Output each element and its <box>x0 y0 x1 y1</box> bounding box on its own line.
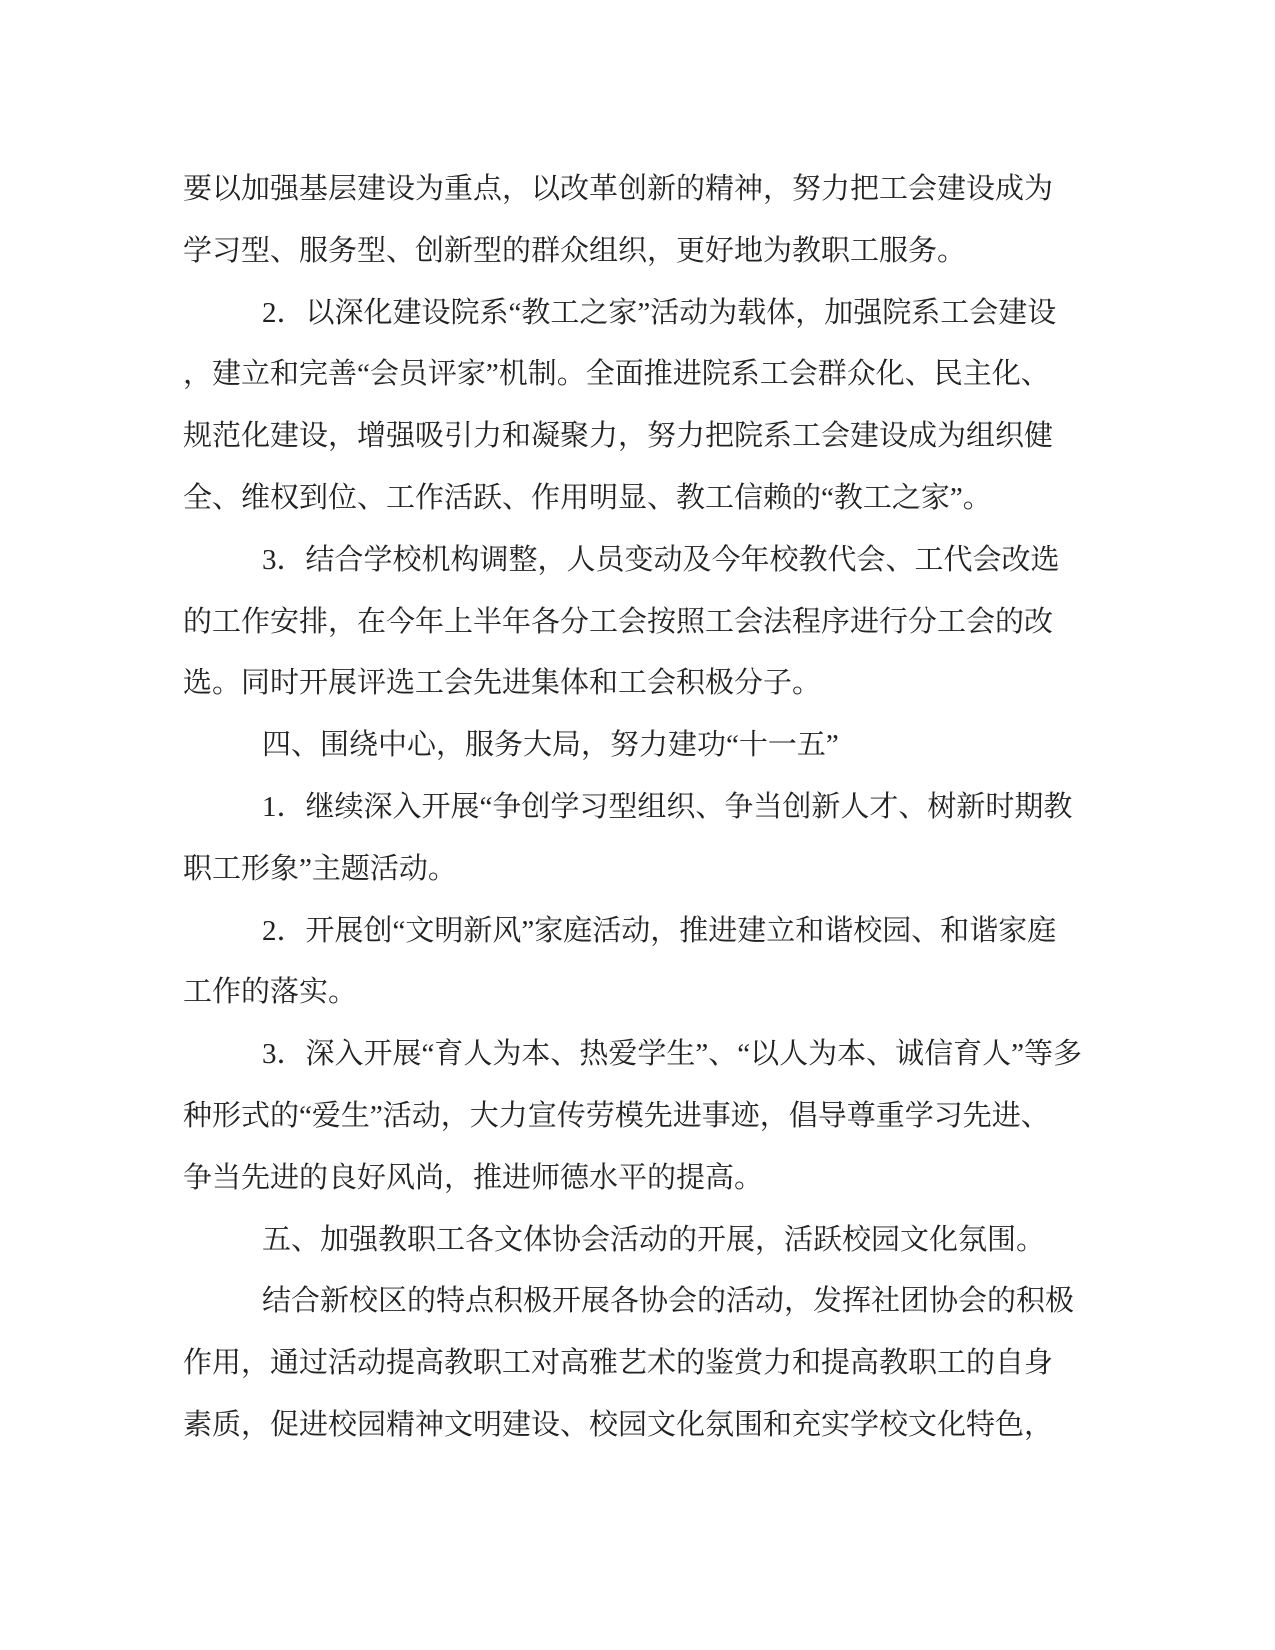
text-line: 工作的落实。 <box>183 976 358 1009</box>
text-line: 全、维权到位、工作活跃、作用明显、教工信赖的“教工之家”。 <box>183 481 992 514</box>
text-line: 争当先进的良好风尚，推进师德水平的提高。 <box>183 1161 764 1194</box>
text-line: 规范化建设，增强吸引力和凝聚力，努力把院系工会建设成为组织健 <box>183 420 1054 453</box>
text-line: 1．继续深入开展“争创学习型组织、争当创新人才、树新时期教 <box>262 790 1073 823</box>
text-line: 五、加强教职工各文体协会活动的开展，活跃校园文化氛围。 <box>262 1223 1046 1256</box>
text-line: 素质，促进校园精神文明建设、校园文化氛围和充实学校文化特色， <box>183 1408 1054 1441</box>
text-line: 种形式的“爱生”活动，大力宣传劳模先进事迹，倡导尊重学习先进、 <box>183 1099 1050 1132</box>
text-line: 2．以深化建设院系“教工之家”活动为载体，加强院系工会建设 <box>262 296 1057 329</box>
text-line: 作用，通过活动提高教职工对高雅艺术的鉴赏力和提高教职工的自身 <box>183 1347 1054 1380</box>
text-line: 四、围绕中心，服务大局，努力建功“十一五” <box>262 729 839 762</box>
text-line: 选。同时开展评选工会先进集体和工会积极分子。 <box>183 667 822 700</box>
text-line: 要以加强基层建设为重点，以改革创新的精神，努力把工会建设成为 <box>183 173 1054 205</box>
text-line: ，建立和完善“会员评家”机制。全面推进院系工会群众化、民主化、 <box>183 358 1050 391</box>
text-line: 学习型、服务型、创新型的群众组织，更好地为教职工服务。 <box>183 234 967 267</box>
text-line: 2．开展创“文明新风”家庭活动，推进建立和谐校园、和谐家庭 <box>262 914 1057 947</box>
text-line: 3．结合学校机构调整，人员变动及今年校教代会、工代会改选 <box>262 543 1060 576</box>
text-line: 的工作安排，在今年上半年各分工会按照工会法程序进行分工会的改 <box>183 605 1054 638</box>
text-line: 3．深入开展“育人为本、热爱学生”、“以人为本、诚信育人”等多 <box>262 1038 1082 1071</box>
text-line: 结合新校区的特点积极开展各协会的活动，发挥社团协会的积极 <box>262 1285 1075 1318</box>
text-line: 职工形象”主题活动。 <box>183 852 457 885</box>
